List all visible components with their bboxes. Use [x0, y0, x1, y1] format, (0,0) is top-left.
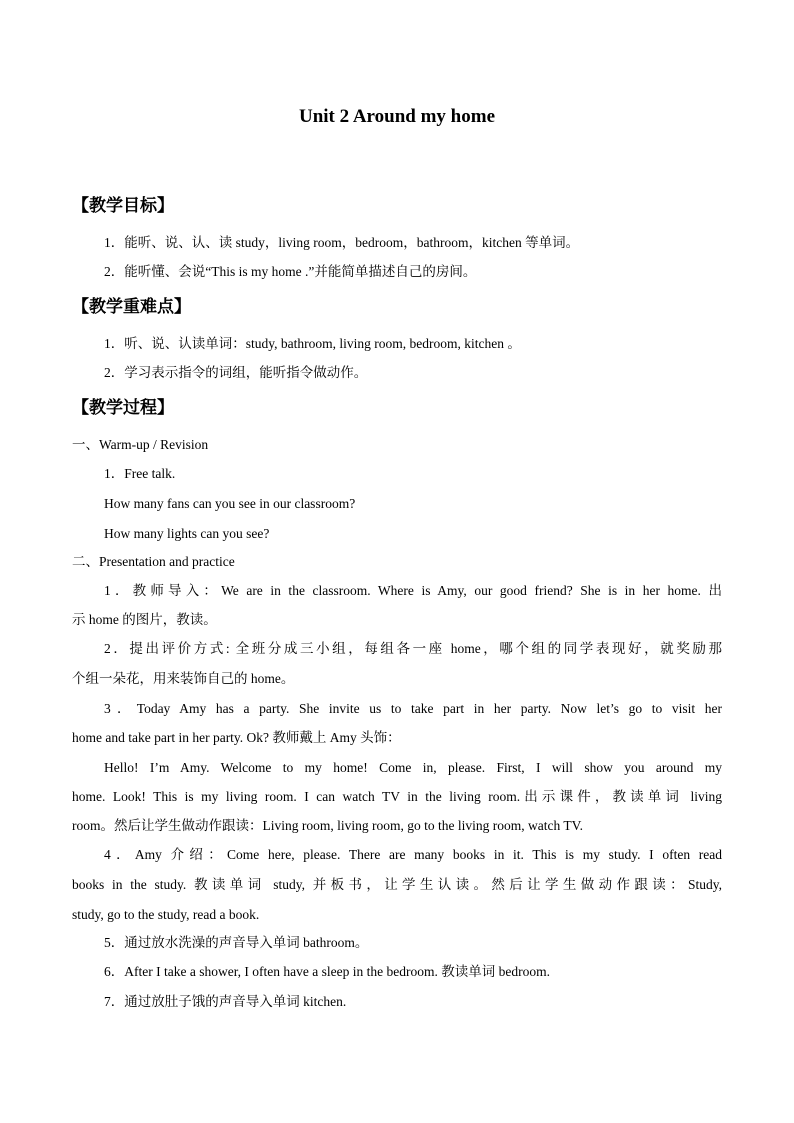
key-point-1: 1．听、说、认读单词：study, bathroom, living room, bedroom, kitchen 。 — [104, 336, 521, 351]
step2-line1: 2．提出评价方式: 全班分成三小组，每组各一座 home，哪个组的同学表现好，就奖励那 — [104, 641, 722, 656]
free-talk: 1．Free talk. — [104, 466, 176, 481]
step3-line3: Hello! I’m Amy. Welcome to my home! Come in, please. First, I will show you around my — [104, 760, 722, 775]
step4-line2: books in the study. 教读单词 study, 并板书，让学生认读。然后让学生做动作跟读：Study, — [72, 877, 722, 892]
step3-line1: 3．Today Amy has a party. She invite us to take part in her party. Now let’s go to visit her — [104, 701, 722, 716]
step3-line2: home and take part in her party. Ok? 教师戴上 Amy 头饰： — [72, 730, 401, 745]
objective-2: 2．能听懂、会说“This is my home .”并能简单描述自己的房间。 — [104, 264, 477, 279]
step3-line5: room。然后让学生做动作跟读：Living room, living room, go to the living room, watch TV. — [72, 818, 583, 833]
part2-heading: 二、Presentation and practice — [72, 554, 235, 569]
step2-line2: 个组一朵花，用来装饰自己的 home。 — [72, 671, 295, 686]
key-point-2: 2．学习表示指令的词组，能听指令做动作。 — [104, 365, 368, 380]
section-heading-process: 【教学过程】 — [72, 398, 174, 418]
objective-1: 1．能听、说、认、读 study，living room，bedroom，bathroom，kitchen 等单词。 — [104, 235, 580, 250]
step1-line1: 1．教师导入：We are in the classroom. Where is Amy, our good friend? She is in her home. 出 — [104, 583, 722, 598]
step7: 7．通过放肚子饿的声音导入单词 kitchen. — [104, 994, 347, 1009]
question-1: How many fans can you see in our classroom? — [104, 496, 356, 511]
page-title: Unit 2 Around my home — [298, 106, 495, 127]
section-heading-key-points: 【教学重难点】 — [72, 297, 191, 317]
part1-heading: 一、Warm-up / Revision — [72, 437, 209, 452]
step3-line4: home. Look! This is my living room. I can watch TV in the living room.出示课件，教读单词 living — [72, 789, 722, 804]
step4-line1: 4．Amy 介绍：Come here, please. There are many books in it. This is my study. I often read — [104, 847, 722, 862]
step6: 6．After I take a shower, I often have a sleep in the bedroom. 教读单词 bedroom. — [104, 964, 550, 979]
question-2: How many lights can you see? — [104, 526, 270, 541]
step4-line3: study, go to the study, read a book. — [72, 907, 260, 922]
step5: 5．通过放水洗澡的声音导入单词 bathroom。 — [104, 935, 369, 950]
step1-line2: 示 home 的图片，教读。 — [72, 612, 217, 627]
section-heading-objectives: 【教学目标】 — [72, 196, 174, 216]
